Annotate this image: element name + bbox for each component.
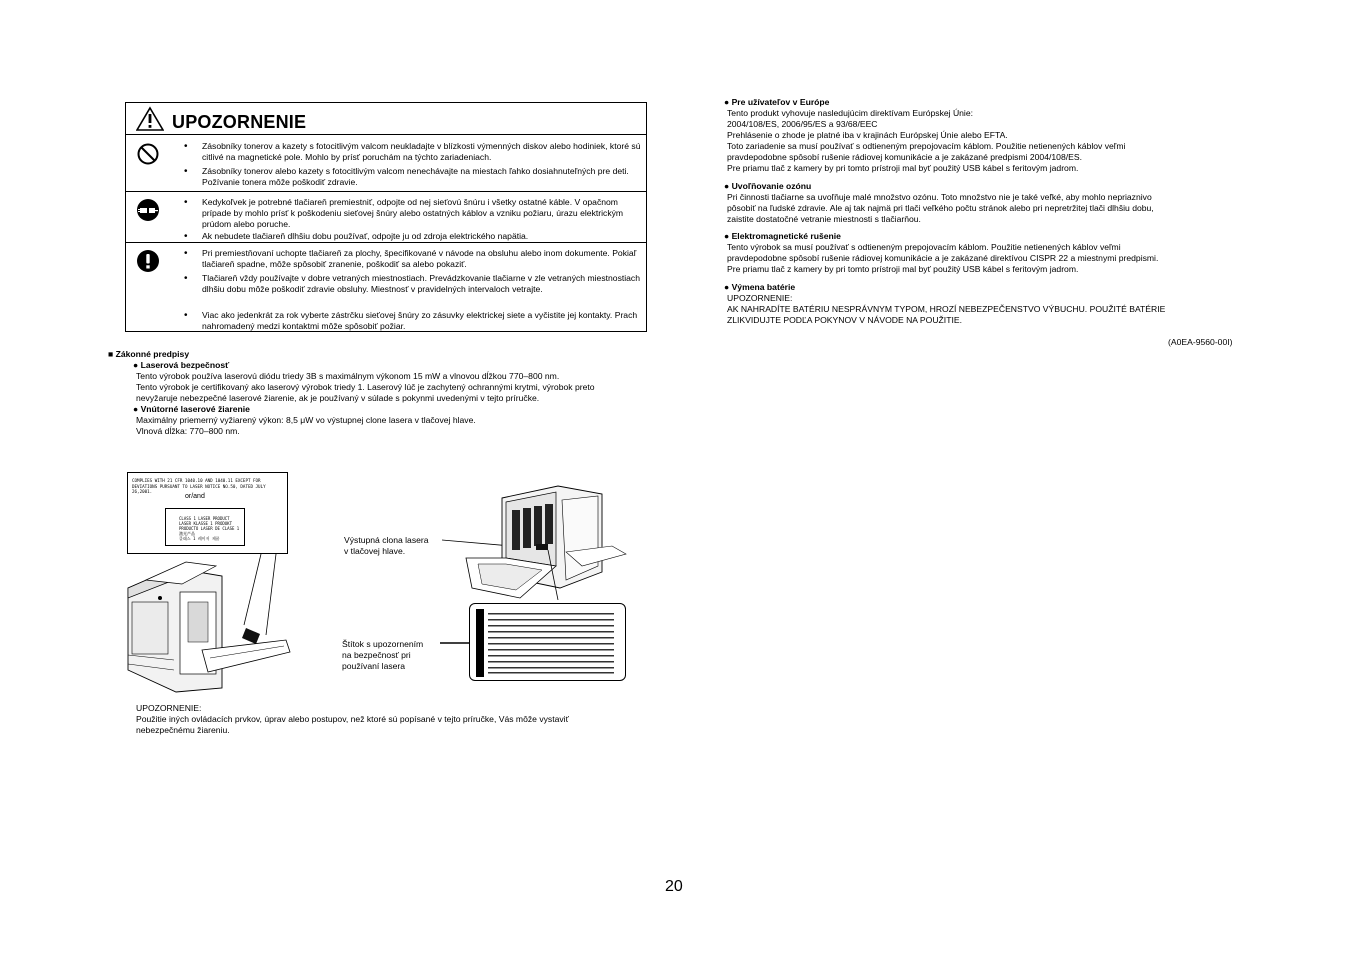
callout-aperture: v tlačovej hlave. <box>344 546 406 556</box>
europe-line: pravdepodobne spôsobí rušenie rádiovej komunikácie a je zakázané predpismi 2004/108/ES. <box>727 152 1082 162</box>
warning-item: Viac ako jedenkrát za rok vyberte zástrčku sieťovej šnúry zo zásuvky elektrickej siete a vyčistite jej kontakty. Prach nahromadený medzi kontaktmi môže spôsobiť požiar. <box>202 310 638 331</box>
emc-line: pravdepodobne spôsobí rušenie rádiovej komunikácie a je zakázané direktívou CISPR 22 a miestnymi predpismi. <box>727 253 1159 263</box>
battery-line: ZLIKVIDUJTE PODĽA POKYNOV V NÁVODE NA POUŽITIE. <box>727 315 962 325</box>
exclamation-icon <box>136 249 160 273</box>
bullet: • <box>184 248 188 259</box>
printer-illustration-open <box>462 480 630 600</box>
callout-label: používaní lasera <box>342 661 406 671</box>
warning-title: UPOZORNENIE <box>172 112 307 132</box>
bullet: • <box>184 231 188 242</box>
internal-radiation-line: Maximálny priemerný vyžiarený výkon: 8,5 μW vo výstupnej clone lasera v tlačovej hlave. <box>136 415 476 425</box>
warning-triangle-icon <box>136 106 164 131</box>
printer-illustration-side <box>126 540 296 695</box>
ozone-line: Pri činnosti tlačiarne sa uvoľňuje malé množstvo ozónu. Toto množstvo nie je také veľké, aby mohlo nepriaznivo <box>727 192 1152 202</box>
caution-heading: UPOZORNENIE: <box>136 703 202 713</box>
internal-radiation-line: Vlnová dĺžka: 770–800 nm. <box>136 426 240 436</box>
warning-row-cables <box>126 192 646 243</box>
bullet: • <box>184 310 188 321</box>
class1-line: CLASS 1 LASER PRODUCT <box>179 516 230 521</box>
battery-heading: ● Výmena batérie <box>724 282 796 292</box>
bullet: • <box>184 273 188 284</box>
warning-item: Zásobníky tonerov a kazety s fotocitlivým valcom neukladajte v blízkosti výmenných diskov alebo hodiniek, ktoré sú citlivé na magnetické pole. Mohlo by prísť poruchám na týchto zariadeniach. <box>202 141 641 162</box>
page-number: 20 <box>665 878 683 895</box>
document-code: (A0EA-9560-00I) <box>1168 337 1233 347</box>
or-and-text: or/and <box>185 493 205 500</box>
europe-line: Tento produkt vyhovuje nasledujúcim direktívam Európskej Únie: <box>727 108 973 118</box>
europe-line: Toto zariadenie sa musí používať s odtieneným prepojovacím káblom. Použitie netienených káblov veľmi <box>727 141 1126 151</box>
warning-item: Ak nebudete tlačiareň dlhšiu dobu používať, odpojte ju od zdroja elektrického napätia. <box>202 231 529 241</box>
europe-line: Pre priamu tlač z kamery by pri tomto prístroji mal byť použitý USB kábel s feritovým jadrom. <box>727 163 1079 173</box>
warning-item: Tlačiareň vždy používajte v dobre vetraných miestnostiach. Prevádzkovanie tlačiarne v zle vetraných miestnostiach dlhšiu dobu môže poškodiť zdravie obsluhy. Miestnosť v pravidelných intervaloch vetrajte. <box>202 273 641 294</box>
bullet: • <box>184 197 188 208</box>
legal-heading: ■ Zákonné predpisy <box>108 349 190 359</box>
emc-heading: ● Elektromagnetické rušenie <box>724 231 841 241</box>
europe-line: 2004/108/ES, 2006/95/ES a 93/68/EEC <box>727 119 878 129</box>
warning-row-storage <box>126 135 646 192</box>
warning-item: Zásobníky tonerov alebo kazety s fotocitlivým valcom nenechávajte na miestach ľahko dosiahnuteľných pre deti. Požívanie tonera môže poškodiť zdravie. <box>202 166 629 187</box>
warning-row-handling <box>126 243 646 332</box>
warning-header <box>126 103 646 135</box>
internal-radiation-heading: ● Vnútorné laserové žiarenie <box>133 404 250 414</box>
caution-line: Použitie iných ovládacích prvkov, úprav alebo postupov, než ktoré sú popísané v tejto príručke, Vás môže vystaviť <box>136 714 569 724</box>
warning-box <box>125 102 647 332</box>
warning-item: Pri premiestňovaní uchopte tlačiareň za plochy, špecifikované v návode na obsluhu alebo inom dokumente. Pokiaľ tlačiareň spadne, môže spôsobiť zranenie, poškodiť sa alebo pokaziť. <box>202 248 637 269</box>
battery-line: UPOZORNENIE: <box>727 293 793 303</box>
callout-label: na bezpečnosť pri <box>342 650 411 660</box>
warning-item: Kedykoľvek je potrebné tlačiareň premiestniť, odpojte od nej sieťovú šnúru i všetky ostatné káble. V opačnom prípade by mohlo prísť k poškodeniu sieťovej šnúry alebo ostatných káblov a vzniku požiaru, úrazu elektrickým prúdom alebo poruche. <box>202 197 624 229</box>
cfr-line: DEVIATIONS PURSUANT TO LASER NOTICE NO.50, DATED JULY 26,2001. <box>132 484 266 494</box>
callout-aperture: Výstupná clona lasera <box>344 535 429 545</box>
caution-line: nebezpečnému žiareniu. <box>136 725 230 735</box>
cfr-line: COMPLIES WITH 21 CFR 1040.10 AND 1040.11 EXCEPT FOR <box>132 478 261 483</box>
europe-heading: ● Pre užívateľov v Európe <box>724 97 830 107</box>
emc-line: Pre priamu tlač z kamery by pri tomto prístroji mal byť použitý USB kábel s feritovým jadrom. <box>727 264 1079 274</box>
ozone-heading: ● Uvoľňovanie ozónu <box>724 181 812 191</box>
laser-safety-line: Tento výrobok je certifikovaný ako laserový výrobok triedy 1. Laserový lúč je zachytený ochrannými krytmi, výrobok preto <box>136 382 595 392</box>
callout-label: Štítok s upozornením <box>342 639 424 649</box>
callout-label-leader <box>440 638 470 648</box>
laser-warning-label <box>469 603 626 681</box>
class1-line: 클래스 1 레이저 제품 <box>179 536 220 541</box>
bullet: • <box>184 166 188 177</box>
laser-safety-heading: ● Laserová bezpečnosť <box>133 360 230 370</box>
laser-safety-line: nevyžaruje nebezpečné laserové žiarenie, ak je používaný v súlade s pokynmi uvedenými v tejto príručke. <box>136 393 540 403</box>
laser-warning-label-text <box>476 609 621 677</box>
ozone-line: pôsobiť na ľudské zdravie. Ale aj tak najmä pri tlači veľkého počtu stránok alebo pri nepretržitej tlači dlhšiu dobu, <box>727 203 1154 213</box>
unplug-icon <box>136 198 160 222</box>
bullet: • <box>184 141 188 152</box>
battery-line: AK NAHRADÍTE BATÉRIU NESPRÁVNYM TYPOM, HROZÍ NEBEZPEČENSTVO VÝBUCHU. POUŽITÉ BATÉRIE <box>727 304 1166 314</box>
prohibition-icon <box>136 142 160 166</box>
ozone-line: zaistite dostatočné vetranie miestnosti s tlačiarňou. <box>727 214 921 224</box>
laser-safety-line: Tento výrobok používa laserovú diódu triedy 3B s maximálnym výkonom 15 mW a vlnovou dĺžkou 770–800 nm. <box>136 371 560 381</box>
class1-line: 激光产品 <box>179 531 195 536</box>
class1-line: PRODUCTO LASER DE CLASE 1 <box>179 526 240 531</box>
class1-line: LASER KLASSE 1 PRODUKT <box>179 521 232 526</box>
europe-line: Prehlásenie o zhode je platné iba v krajinách Európskej Únie alebo EFTA. <box>727 130 1008 140</box>
emc-line: Tento výrobok sa musí používať s odtieneným prepojovacím káblom. Použitie netienených káblov veľmi <box>727 242 1121 252</box>
